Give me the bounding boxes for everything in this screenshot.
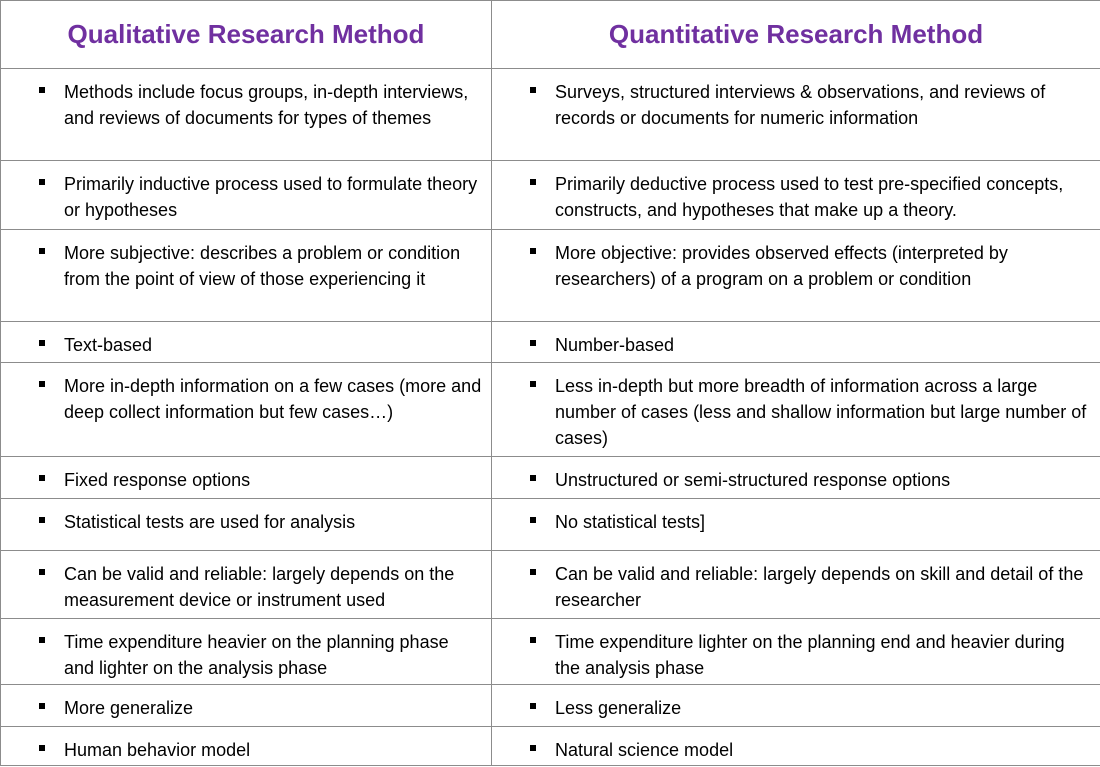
cell-text: Natural science model [555, 740, 734, 760]
table-row [1, 322, 1100, 363]
header-row [1, 1, 1100, 69]
qualitative-cell [1, 551, 491, 613]
bullet-icon [530, 569, 536, 575]
cell-text: Can be valid and reliable: largely depends on the measurement device or instrument used [64, 564, 455, 610]
bullet-icon [530, 381, 536, 387]
bullet-icon [39, 517, 45, 523]
cell-text: More subjective: describes a problem or condition from the point of view of those experiencing it [64, 243, 461, 289]
qualitative-cell [1, 619, 491, 681]
bullet-icon [530, 637, 536, 643]
quantitative-cell [492, 69, 1100, 131]
cell-text: Surveys, structured interviews & observations, and reviews of records or documents for numeric information [555, 82, 1046, 128]
table-row [1, 161, 1100, 230]
cell-text: Primarily inductive process used to formulate theory or hypotheses [64, 174, 478, 220]
bullet-icon [530, 745, 536, 751]
table-row [1, 685, 1100, 727]
bullet-icon [39, 179, 45, 185]
qualitative-cell [1, 457, 491, 493]
cell-text: Less generalize [555, 698, 682, 718]
cell-text: More in-depth information on a few cases (more and deep collect information but few cases…) [64, 376, 482, 422]
cell-text: Human behavior model [64, 740, 251, 760]
qualitative-header: Qualitative Research Method [1, 1, 492, 69]
cell-text: Methods include focus groups, in-depth interviews, and reviews of documents for types of themes [64, 82, 469, 128]
qualitative-cell [1, 499, 491, 535]
qualitative-cell [1, 685, 491, 721]
cell-text: Time expenditure lighter on the planning end and heavier during the analysis phase [555, 632, 1065, 678]
bullet-icon [39, 569, 45, 575]
cell-text: Number-based [555, 335, 675, 355]
quantitative-cell [492, 363, 1100, 451]
cell-text: Time expenditure heavier on the planning phase and lighter on the analysis phase [64, 632, 449, 678]
quantitative-cell [492, 161, 1100, 223]
bullet-icon [530, 703, 536, 709]
quantitative-cell [492, 322, 1100, 358]
bullet-icon [39, 87, 45, 93]
bullet-icon [530, 340, 536, 346]
table-row [1, 457, 1100, 499]
cell-text: Statistical tests are used for analysis [64, 512, 356, 532]
bullet-icon [39, 703, 45, 709]
table-row [1, 363, 1100, 457]
quantitative-header: Quantitative Research Method [492, 1, 1100, 69]
cell-text: Less in-depth but more breadth of information across a large number of cases (less and shallow information but large number of cases) [555, 376, 1087, 448]
bullet-icon [39, 475, 45, 481]
quantitative-cell [492, 230, 1100, 292]
qualitative-cell [1, 161, 491, 223]
table-row [1, 727, 1100, 766]
quantitative-cell [492, 619, 1100, 681]
table-row [1, 69, 1100, 161]
cell-text: Fixed response options [64, 470, 251, 490]
cell-text: More generalize [64, 698, 194, 718]
bullet-icon [530, 179, 536, 185]
cell-text: Unstructured or semi-structured response options [555, 470, 951, 490]
table-row [1, 619, 1100, 685]
bullet-icon [530, 517, 536, 523]
quantitative-cell [492, 551, 1100, 613]
bullet-icon [530, 248, 536, 254]
qualitative-cell [1, 230, 491, 292]
cell-text: Primarily deductive process used to test pre-specified concepts, constructs, and hypotheses that make up a theory. [555, 174, 1064, 220]
qualitative-cell [1, 322, 491, 358]
bullet-icon [530, 475, 536, 481]
qualitative-cell [1, 69, 491, 131]
bullet-icon [39, 381, 45, 387]
bullet-icon [39, 248, 45, 254]
table-row [1, 230, 1100, 322]
quantitative-cell [492, 727, 1100, 763]
quantitative-cell [492, 685, 1100, 721]
bullet-icon [39, 745, 45, 751]
quantitative-cell [492, 457, 1100, 493]
qualitative-cell [1, 727, 491, 763]
qualitative-cell [1, 363, 491, 425]
table-row [1, 499, 1100, 551]
bullet-icon [39, 340, 45, 346]
cell-text: No statistical tests] [555, 512, 706, 532]
quantitative-cell [492, 499, 1100, 535]
cell-text: Text-based [64, 335, 153, 355]
cell-text: More objective: provides observed effects (interpreted by researchers) of a program on a problem or condition [555, 243, 1008, 289]
bullet-icon [530, 87, 536, 93]
bullet-icon [39, 637, 45, 643]
table-row [1, 551, 1100, 619]
cell-text: Can be valid and reliable: largely depends on skill and detail of the researcher [555, 564, 1084, 610]
